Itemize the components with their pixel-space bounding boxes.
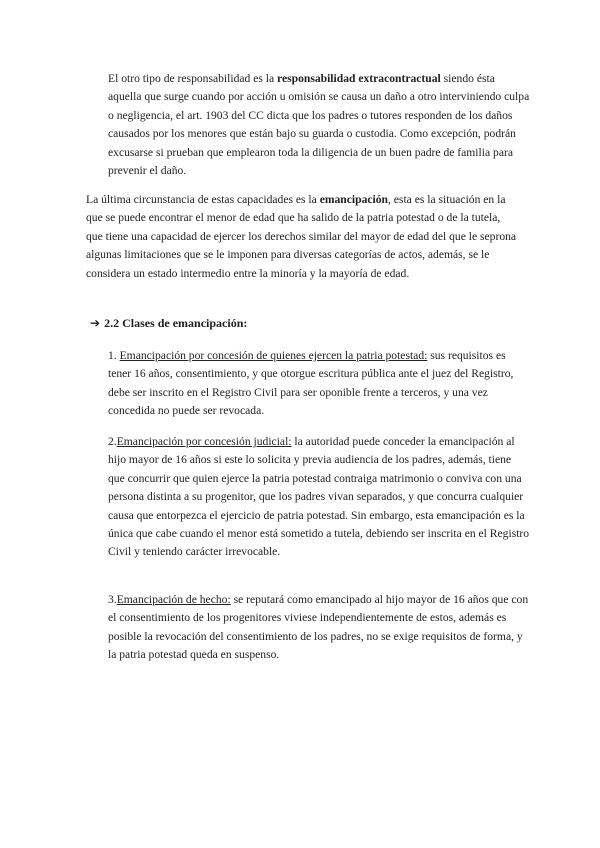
section-heading: [90, 314, 247, 332]
item-text: la autoridad puede conceder la emancipación al hijo mayor de 16 años si este lo solicita y previa audiencia de los padres, además, tiene que concurrir que quien ejerce la patria potestad contraiga matrimonio o conviva con una persona distinta a su progenitor, que los padres vivan separados, y que concurra cualquier causa que entorpezca el ejercicio de patria potestad. Sin embargo, esta emancipación es la única que cabe cuando el menor está sometido a tutela, debiendo ser inscrita en el Registro Civil y teniendo carácter irrevocable.: [108, 435, 530, 559]
bold-term: emancipación: [319, 193, 388, 206]
arrow-icon: ➔: [90, 316, 101, 330]
section-heading-text: 2.2 Clases de emancipación:: [104, 316, 248, 330]
item-number: 2.: [108, 435, 117, 448]
paragraph-text-before: El otro tipo de responsabilidad es la: [108, 72, 278, 85]
list-item: [108, 591, 530, 665]
paragraph-emancipacion: [86, 191, 518, 283]
item-text: sus requisitos es tener 16 años, consentimiento, y que otorgue escritura pública ante el juez del Registro, debe ser inscrito en el Registro Civil para ser oponible frente a terceros, y una vez concedida no puede ser revocada.: [108, 349, 514, 418]
item-text: se reputará como emancipado al hijo mayor de 16 años que con el consentimiento de los progenitores viviese independientemente de estos, además es posible la revocación del consentimiento de los padres, no se exige requisitos de forma, y la patria potestad queda en suspenso.: [108, 593, 529, 662]
paragraph-text-before: La última circunstancia de estas capacidades es la: [86, 193, 320, 206]
item-title: Emancipación por concesión judicial:: [116, 435, 292, 448]
item-number: 3.: [108, 593, 117, 606]
item-number: 1.: [108, 349, 120, 362]
bold-term: responsabilidad extracontractual: [277, 72, 441, 85]
item-title: Emancipación de hecho:: [116, 593, 231, 606]
paragraph-text-after: siendo ésta aquella que surge cuando por acción u omisión se causa un daño a otro interviniendo culpa o negligencia, el art. 1903 del CC dicta que los padres o tutores responden de los daños causados por los menores que están bajo su guarda o custodia. Como excepción, podrán excusarse si prueban que emplearon toda la diligencia de un buen padre de familia para prevenir el daño.: [108, 72, 530, 178]
item-title: Emancipación por concesión de quienes ejercen la patria potestad:: [119, 349, 428, 362]
paragraph-responsabilidad: [108, 70, 530, 180]
list-item: [108, 347, 530, 421]
paragraph-text-after: , esta es la situación en la que se puede encontrar el menor de edad que ha salido de la patria potestad o de la tutela, que tiene una capacidad de ejercer los derechos similar del mayor de edad del que le seprona algunas limitaciones que se le imponen para diversas categorías de actos, además, se le considera un estado intermedio entre la minoría y la mayoría de edad.: [86, 193, 517, 280]
list-item: [108, 433, 530, 562]
